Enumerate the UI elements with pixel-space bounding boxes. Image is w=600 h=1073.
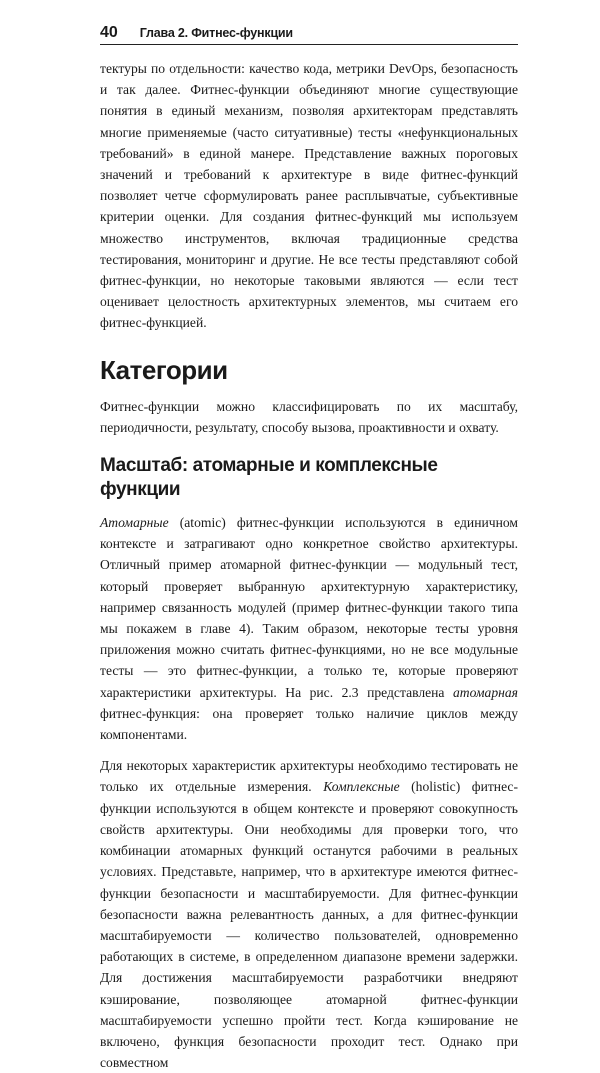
- paragraph-holistic: [100, 755, 518, 1073]
- page-number: 40: [100, 24, 118, 41]
- subsection-heading-scale: Масштаб: атомарные и комплексные функции: [100, 455, 438, 501]
- term-atomic: Атомарные: [100, 515, 169, 531]
- page-body: [100, 58, 518, 1073]
- paragraph-atomic: [100, 512, 518, 745]
- paragraph-holistic-text: (holistic) фитнес-функции используются в общем контексте и проверяют совокупность свойств архитектуры. Они необходимы для проверки того, что комбинации атомарных функций останутся рабочими в реальных условиях. Представьте, например, что в архитектуре имеются фитнес-функции безопасности и масштабируемости. Для фитнес-функции безопасности важна релевантность данных, а для фитнес-функции масштабируемости — количество пользователей, одновременно работающих в системе, в определенном диапазоне времени задержки. Для достижения масштабируемости разработчики внедряют кэширование, позволяющее атомарной фитнес-функции масштабируемости успешно пройти тест. Когда кэширование не включено, функция безопасности проходит тест. Однако при совместном: [100, 779, 518, 1071]
- paragraph-categories: Фитнес-функции можно классифицировать по их масштабу, периодичности, результату, способу вызова, проактивности и охвату.: [100, 398, 518, 435]
- paragraph-intro: тектуры по отдельности: качество кода, метрики DevOps, безопасность и так далее. Фитнес-функции объединяют многие существующие понятия в единый механизм, позволяя архитекторам представлять многие применяемые (часто ситуативные) тесты «нефункциональных требований» в единой манере. Представление важных пороговых значений и требований к архитектуре в виде фитнес-функций позволяет четче сформулировать ранее расплывчатые, субъективные критерии оценки. Для создания фитнес-функций мы используем множество инструментов, включая традиционные средства тестирования, мониторинг и другие. Не все тесты представляют собой фитнес-функции, но некоторые таковыми являются — если тест оценивает целостность архитектурных элементов, мы считаем его фитнес-функцией.: [100, 61, 518, 331]
- paragraph-atomic-end: фитнес-функция: она проверяет только наличие циклов между компонентами.: [100, 705, 518, 743]
- running-head: [100, 18, 518, 45]
- paragraph-atomic-text: (atomic) фитнес-функции используются в единичном контексте и затрагивают одно конкретное свойство архитектуры. Отличный пример атомарной фитнес-функции — модульный тест, который проверяет выбранную архитектурную характеристику, например связанность модулей (пример фитнес-функции такого типа мы покажем в главе 4). Таким образом, некоторые тесты уровня приложения можно считать фитнес-функциями, но не все модульные тесты — это фитнес-функции, а только те, которые проверяют характеристики архитектуры. На рис. 2.3 представлена: [100, 515, 518, 700]
- term-holistic: Комплексные: [323, 779, 400, 795]
- term-atomic-inline: атомарная: [452, 684, 518, 700]
- paragraph-holistic-start: Для некоторых характеристик архитектуры необходимо тестировать не только их отдельные измерения.: [100, 758, 518, 795]
- section-heading-categories: Категории: [100, 354, 228, 385]
- chapter-title: Глава 2. Фитнес-функции: [139, 26, 293, 40]
